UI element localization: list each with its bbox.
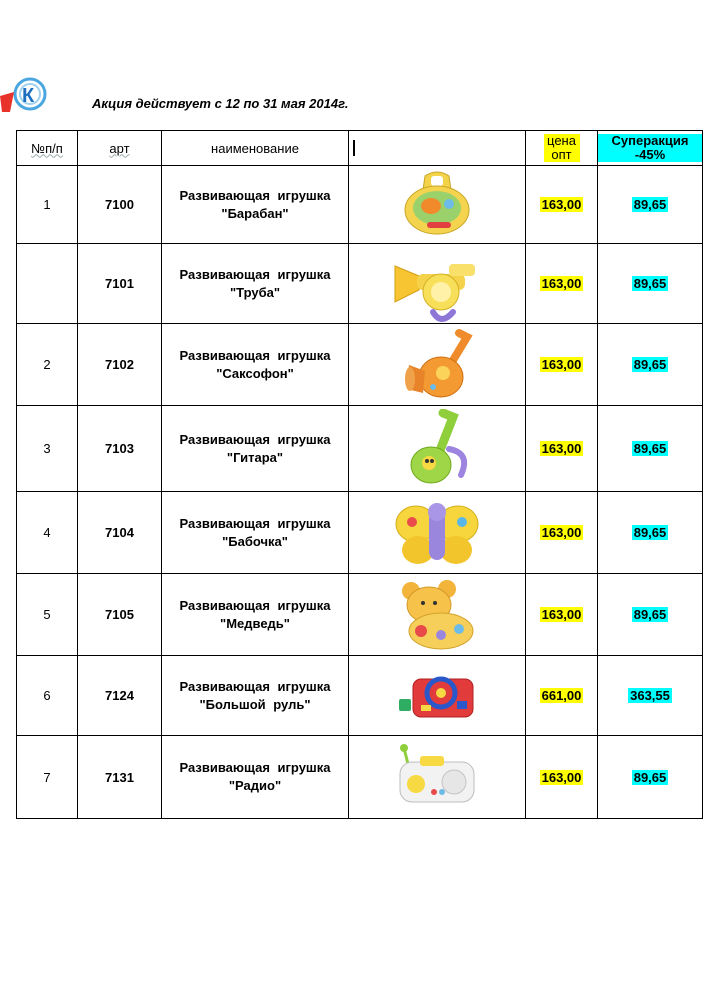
table-row — [17, 166, 703, 244]
row-art: 7124 — [78, 656, 162, 736]
row-image — [349, 166, 526, 244]
row-sale: 89,65 — [598, 736, 703, 819]
row-name: Развивающая игрушка "Гитара" — [162, 406, 349, 492]
row-price: 163,00 — [526, 244, 598, 324]
trumpet-toy-icon — [389, 246, 485, 322]
row-art: 7105 — [78, 574, 162, 656]
row-sale: 89,65 — [598, 492, 703, 574]
row-sale: 89,65 — [598, 406, 703, 492]
row-art: 7131 — [78, 736, 162, 819]
table-row — [17, 324, 703, 406]
row-price: 163,00 — [526, 574, 598, 656]
row-art: 7101 — [78, 244, 162, 324]
table-row — [17, 406, 703, 492]
table-row — [17, 244, 703, 324]
bear-toy-icon — [397, 579, 477, 651]
promo-text: Акция действует с 12 по 31 мая 2014г. — [92, 96, 349, 111]
row-num: 2 — [17, 324, 78, 406]
text-cursor — [353, 140, 355, 156]
row-num: 7 — [17, 736, 78, 819]
saxophone-toy-icon — [397, 327, 477, 403]
row-name: Развивающая игрушка "Радио" — [162, 736, 349, 819]
row-art: 7104 — [78, 492, 162, 574]
row-sale: 89,65 — [598, 574, 703, 656]
row-num: 5 — [17, 574, 78, 656]
row-name: Развивающая игрушка "Саксофон" — [162, 324, 349, 406]
logo-letter: К — [22, 85, 35, 107]
col-header-art: арт — [78, 131, 162, 166]
row-price: 163,00 — [526, 324, 598, 406]
row-image — [349, 324, 526, 406]
row-image — [349, 574, 526, 656]
row-image — [349, 244, 526, 324]
row-name: Развивающая игрушка "Барабан" — [162, 166, 349, 244]
row-name: Развивающая игрушка "Большой руль" — [162, 656, 349, 736]
table-header-row — [17, 131, 703, 166]
price-table — [16, 130, 703, 819]
row-art: 7102 — [78, 324, 162, 406]
row-price: 163,00 — [526, 492, 598, 574]
row-name: Развивающая игрушка "Медведь" — [162, 574, 349, 656]
col-header-image — [349, 131, 526, 166]
row-image — [349, 736, 526, 819]
row-sale: 89,65 — [598, 324, 703, 406]
row-price: 163,00 — [526, 736, 598, 819]
butterfly-toy-icon — [394, 498, 480, 568]
radio-toy-icon — [394, 744, 480, 810]
col-header-name: наименование — [162, 131, 349, 166]
row-num: 4 — [17, 492, 78, 574]
row-art: 7100 — [78, 166, 162, 244]
row-sale: 89,65 — [598, 166, 703, 244]
drum-toy-icon — [397, 170, 477, 240]
row-num: 1 — [17, 166, 78, 244]
row-price: 163,00 — [526, 406, 598, 492]
col-header-price-opt: цена опт — [526, 131, 598, 166]
steering-wheel-toy-icon — [397, 665, 477, 727]
row-image — [349, 406, 526, 492]
row-art: 7103 — [78, 406, 162, 492]
row-image — [349, 656, 526, 736]
row-price: 163,00 — [526, 166, 598, 244]
row-name: Развивающая игрушка "Бабочка" — [162, 492, 349, 574]
row-image — [349, 492, 526, 574]
row-num: 6 — [17, 656, 78, 736]
row-sale: 363,55 — [598, 656, 703, 736]
table-row — [17, 736, 703, 819]
row-sale: 89,65 — [598, 244, 703, 324]
col-header-num: №п/п — [17, 131, 78, 166]
row-price: 661,00 — [526, 656, 598, 736]
company-logo — [0, 72, 48, 120]
row-name: Развивающая игрушка "Труба" — [162, 244, 349, 324]
row-num: 3 — [17, 406, 78, 492]
table-row — [17, 574, 703, 656]
row-num — [17, 244, 78, 324]
table-row — [17, 656, 703, 736]
table-row — [17, 492, 703, 574]
guitar-toy-icon — [397, 409, 477, 489]
col-header-super-action: Суперакция -45% — [598, 131, 703, 166]
